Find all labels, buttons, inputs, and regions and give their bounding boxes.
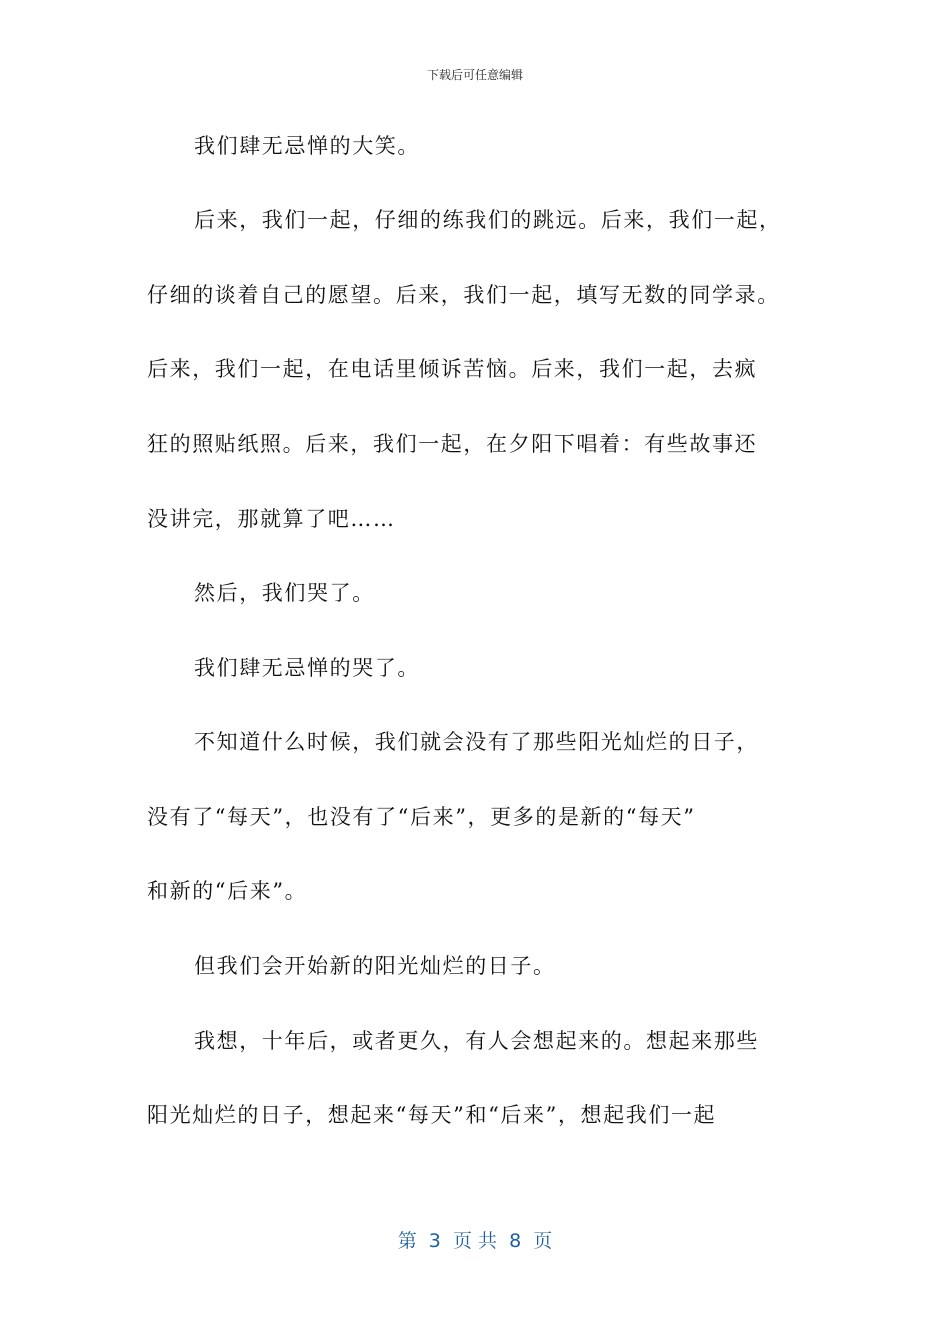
paragraph-line: 然后，我们哭了。 bbox=[194, 581, 375, 605]
paragraph-line: 仔细的谈着自己的愿望。后来，我们一起，填写无数的同学录。 bbox=[147, 283, 780, 307]
paragraph-line: 后来，我们一起，在电话里倾诉苦恼。后来，我们一起，去疯 bbox=[147, 357, 758, 381]
paragraph-line: 没讲完，那就算了吧…… bbox=[147, 507, 396, 531]
paragraph-line: 不知道什么时候，我们就会没有了那些阳光灿烂的日子， bbox=[194, 730, 759, 754]
paragraph-line: 阳光灿烂的日子，想起来“每天”和“后来”，想起我们一起 bbox=[147, 1103, 717, 1127]
paragraph-line: 我们肆无忌惮的大笑。 bbox=[194, 134, 420, 158]
page-number-footer: 第 3 页 共 8 页 bbox=[397, 1230, 553, 1252]
paragraph-line: 但我们会开始新的阳光灿烂的日子。 bbox=[194, 954, 556, 978]
paragraph-line: 狂的照贴纸照。后来，我们一起，在夕阳下唱着：有些故事还 bbox=[147, 432, 758, 456]
page-header: 下载后可任意编辑 bbox=[426, 68, 523, 82]
paragraph-line: 和新的“后来”。 bbox=[147, 879, 308, 903]
paragraph-line: 我们肆无忌惮的哭了。 bbox=[194, 656, 420, 680]
paragraph-line: 我想，十年后，或者更久，有人会想起来的。想起来那些 bbox=[194, 1029, 759, 1053]
paragraph-line: 后来，我们一起，仔细的练我们的跳远。后来，我们一起， bbox=[194, 208, 782, 232]
paragraph-line: 没有了“每天”，也没有了“后来”，更多的是新的“每天” bbox=[147, 805, 696, 829]
